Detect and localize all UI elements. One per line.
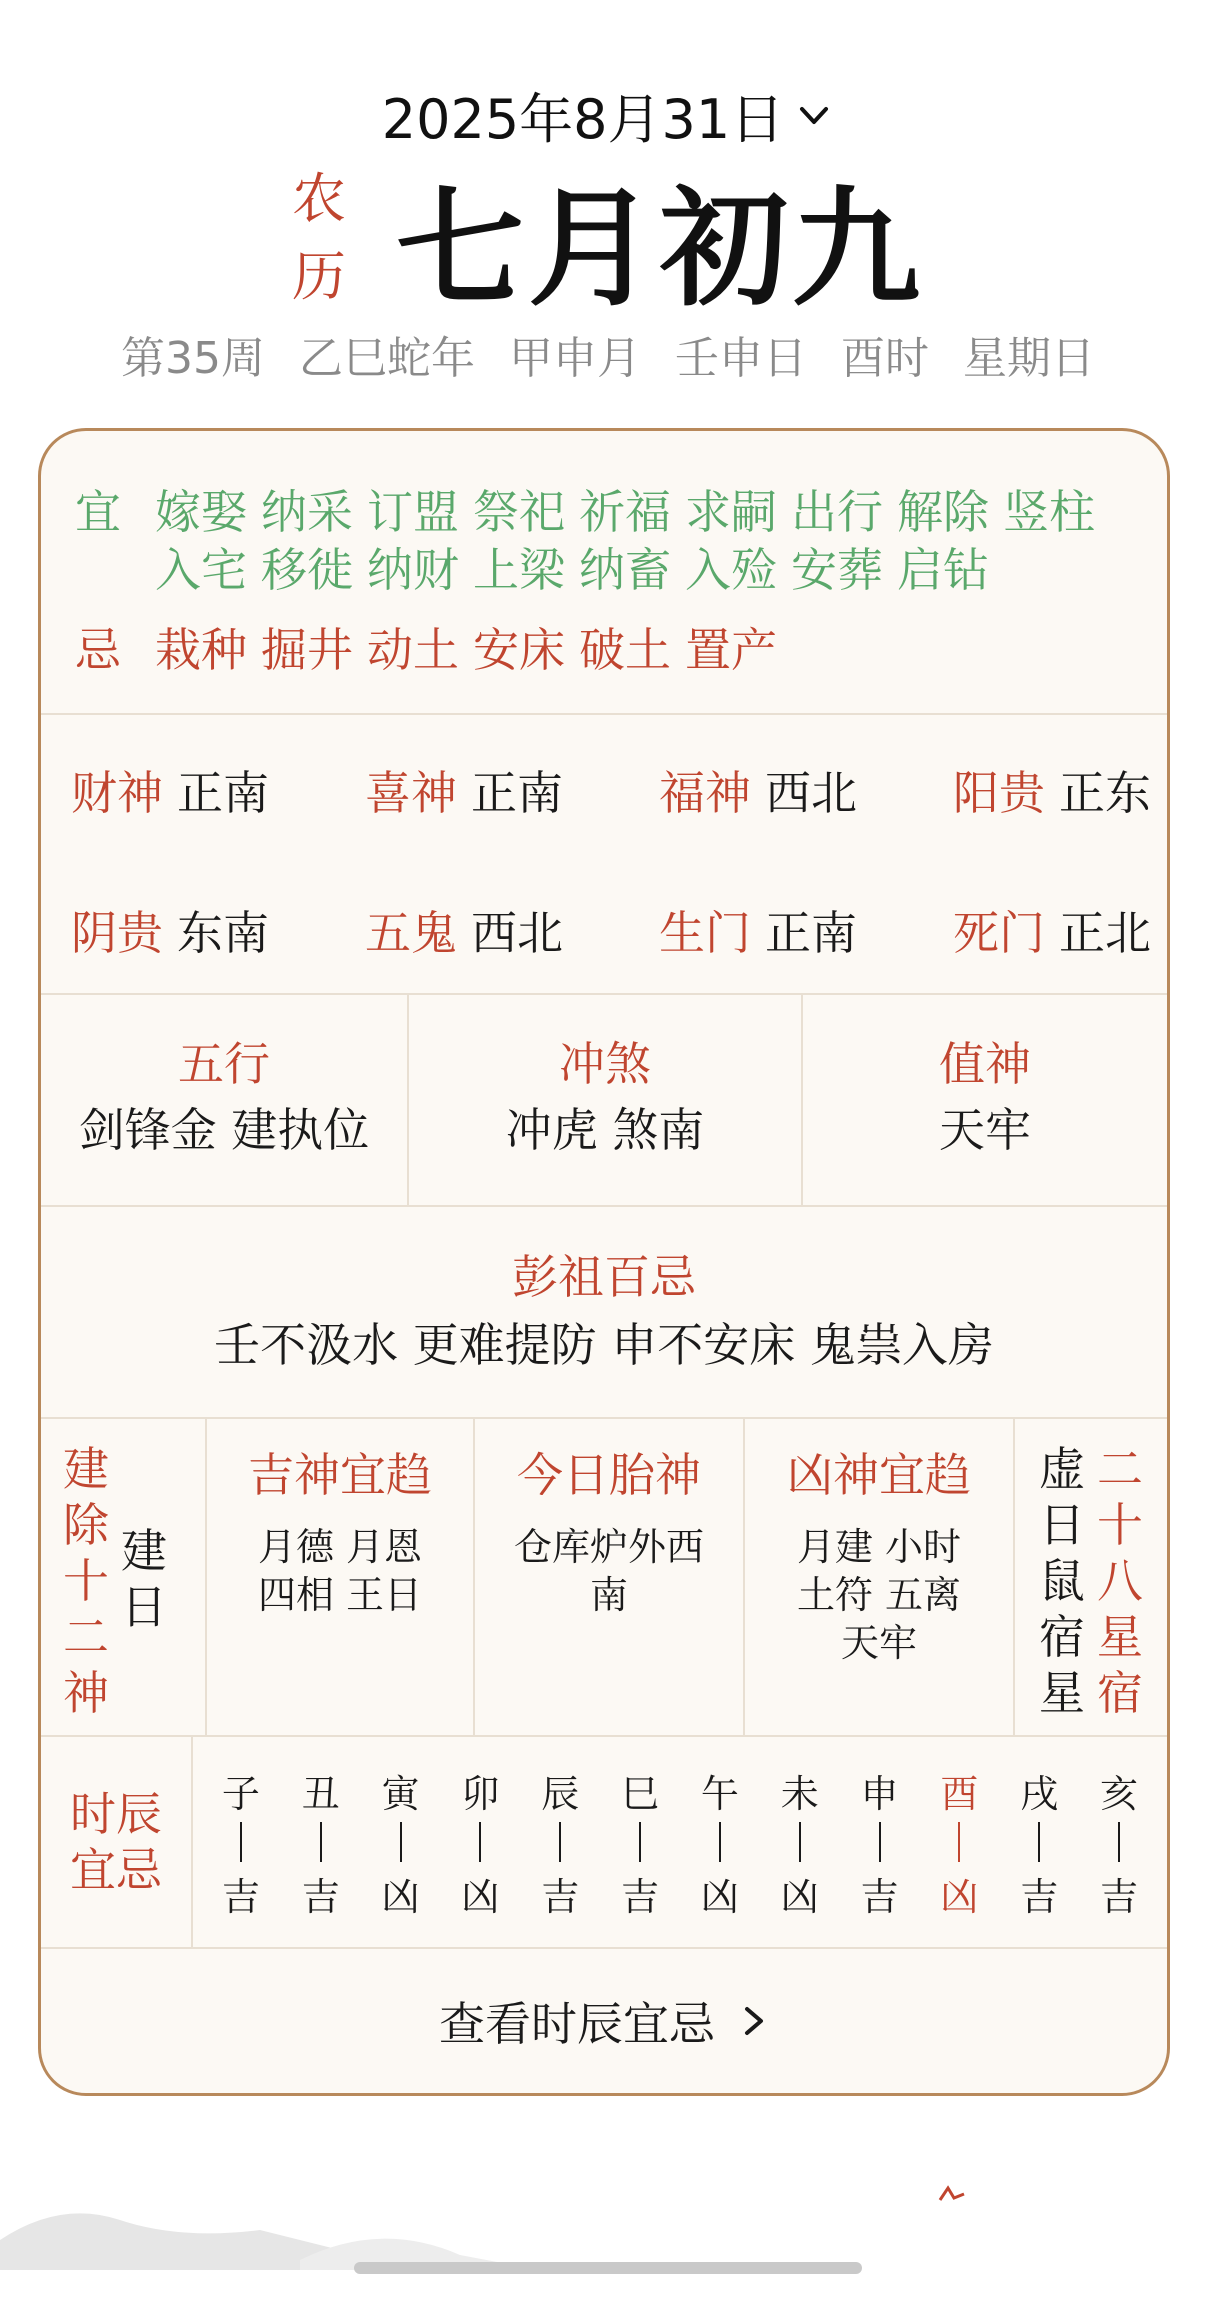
shichen-luck: 凶 (780, 1875, 819, 1919)
chongsha-title: 冲煞 (559, 1037, 651, 1091)
yi-item: 出行 (791, 485, 883, 539)
god-value: 正北 (1059, 906, 1151, 960)
god-direction-item (71, 897, 269, 963)
yi-item: 解除 (897, 485, 989, 539)
yi-item: 启钻 (897, 543, 989, 597)
jianchu-value: 建 日 (121, 1524, 167, 1634)
shichen-luck: 凶 (700, 1875, 739, 1919)
yi-item: 嫁娶 (155, 485, 247, 539)
shichen-zhi: 卯 (461, 1772, 500, 1816)
jishen-cell (207, 1419, 475, 1735)
shichen-zhi: 丑 (301, 1772, 340, 1816)
jishen-title: 吉神宜趋 (248, 1448, 432, 1502)
ji-item: 置产 (685, 623, 777, 677)
zhishen-cell (803, 995, 1167, 1205)
jishen-values: 月德 月恩 四相 王日 (257, 1525, 423, 1617)
shichen-luck: 凶 (940, 1875, 979, 1919)
ji-tag: 忌 (75, 623, 121, 677)
ganzhi-month: 甲申月 (509, 333, 641, 384)
shichen-divider (400, 1822, 402, 1862)
god-direction-item (659, 897, 857, 963)
view-shichen-button[interactable] (41, 1949, 1167, 2093)
chevron-right-icon (739, 2001, 769, 2041)
shichen-luck: 吉 (860, 1875, 899, 1919)
shichen-divider (479, 1822, 481, 1862)
yi-item: 上梁 (473, 543, 565, 597)
yi-item: 求嗣 (685, 485, 777, 539)
almanac-card (38, 428, 1170, 2096)
shichen-cell (222, 1737, 260, 1947)
shichen-cell (781, 1737, 819, 1947)
yi-row (75, 483, 1115, 599)
yi-items (155, 483, 1115, 599)
yi-item: 入宅 (155, 543, 247, 597)
god-label: 财神 (71, 766, 163, 820)
date-text: 2025年8月31日 (381, 87, 785, 151)
chongsha-value: 冲虎 煞南 (505, 1103, 705, 1157)
yi-item: 祈福 (579, 485, 671, 539)
shichen-luck: 吉 (541, 1875, 580, 1919)
gods-direction-section (41, 715, 1167, 995)
shichen-cell (302, 1737, 340, 1947)
yi-item: 纳采 (261, 485, 353, 539)
yi-item: 纳畜 (579, 543, 671, 597)
shichen-cell (541, 1737, 579, 1947)
shichen-zhi: 子 (221, 1772, 260, 1816)
ji-row (75, 621, 1115, 679)
ganzhi-day: 壬申日 (675, 333, 807, 384)
shichen-cell (701, 1737, 739, 1947)
yi-item: 竖柱 (1003, 485, 1095, 539)
shichen-cell (1020, 1737, 1058, 1947)
shichen-luck: 吉 (301, 1875, 340, 1919)
ganzhi-year: 乙巳蛇年 (299, 333, 475, 384)
taishen-title: 今日胎神 (517, 1448, 701, 1502)
zhishen-value: 天牢 (939, 1103, 1031, 1157)
god-value: 东南 (177, 906, 269, 960)
pengzu-title: 彭祖百忌 (512, 1250, 696, 1304)
wuxing-title: 五行 (178, 1037, 270, 1091)
shichen-divider (639, 1822, 641, 1862)
gods-grid (41, 715, 1167, 995)
three-column-section (41, 995, 1167, 1207)
shichen-cell (461, 1737, 499, 1947)
yi-item: 移徙 (261, 543, 353, 597)
shichen-zhi: 申 (860, 1772, 899, 1816)
mountain-decoration (0, 2160, 1216, 2270)
yi-item: 订盟 (367, 485, 459, 539)
pengzu-value: 壬不汲水 更难提防 申不安床 鬼祟入房 (214, 1318, 994, 1372)
god-direction-item (365, 757, 563, 823)
xiu-cell (1015, 1419, 1167, 1735)
ji-item: 安床 (473, 623, 565, 677)
shichen-luck: 吉 (621, 1875, 660, 1919)
god-label: 死门 (953, 906, 1045, 960)
god-value: 正东 (1059, 766, 1151, 820)
shichen-luck: 凶 (381, 1875, 420, 1919)
lunar-day: 七月初九 (395, 175, 924, 324)
shichen-cell (382, 1737, 420, 1947)
shichen-zhi: 辰 (541, 1772, 580, 1816)
yi-item: 安葬 (791, 543, 883, 597)
home-indicator[interactable] (354, 2262, 862, 2274)
xiu-label: 二 十 八 星 宿 (1097, 1442, 1143, 1720)
god-label: 福神 (659, 766, 751, 820)
jianchu-cell (41, 1419, 207, 1735)
shichen-zhi: 未 (780, 1772, 819, 1816)
shichen-divider (1118, 1822, 1120, 1862)
lunar-tag: 农 历 (291, 167, 346, 308)
lunar-date (0, 158, 1216, 324)
shichen-cell (1100, 1737, 1138, 1947)
shichen-luck: 吉 (1100, 1875, 1139, 1919)
shichen-zhi: 酉 (940, 1772, 979, 1816)
taishen-cell (475, 1419, 745, 1735)
shichen-zhi: 戌 (1020, 1772, 1059, 1816)
yi-tag: 宜 (75, 485, 121, 539)
ji-items (155, 621, 1115, 679)
shichen-cells (193, 1737, 1167, 1947)
god-value: 正南 (471, 766, 563, 820)
god-label: 五鬼 (365, 906, 457, 960)
shichen-luck: 凶 (461, 1875, 500, 1919)
shichen-zhi: 寅 (381, 1772, 420, 1816)
god-label: 阴贵 (71, 906, 163, 960)
shichen-zhi: 午 (700, 1772, 739, 1816)
god-label: 阳贵 (953, 766, 1045, 820)
god-value: 正南 (177, 766, 269, 820)
shichen-divider (958, 1822, 960, 1862)
shichen-divider (240, 1822, 242, 1862)
shichen-luck: 吉 (221, 1875, 260, 1919)
god-direction-item (659, 757, 857, 823)
yi-ji-section (41, 431, 1167, 715)
yi-item: 纳财 (367, 543, 459, 597)
shen-section (41, 1419, 1167, 1737)
shichen-divider (799, 1822, 801, 1862)
pengzu-section (41, 1207, 1167, 1419)
ji-item: 栽种 (155, 623, 247, 677)
shichen-zhi: 巳 (621, 1772, 660, 1816)
god-direction-item (953, 757, 1151, 823)
week-number: 第35周 (121, 333, 265, 384)
god-value: 西北 (765, 766, 857, 820)
shichen-luck: 吉 (1020, 1875, 1059, 1919)
jianchu-label: 建 除 十 二 神 (63, 1442, 109, 1720)
date-details (0, 322, 1216, 386)
view-shichen-label: 查看时辰宜忌 (439, 1997, 715, 2051)
shichen-divider (719, 1822, 721, 1862)
shichen-divider (879, 1822, 881, 1862)
god-direction-item (71, 757, 269, 823)
ji-item: 动土 (367, 623, 459, 677)
weekday: 星期日 (963, 333, 1095, 384)
xiu-value: 虚 日 鼠 宿 星 (1039, 1442, 1085, 1720)
god-direction-item (953, 897, 1151, 963)
god-label: 生门 (659, 906, 751, 960)
shichen-divider (320, 1822, 322, 1862)
god-label: 喜神 (365, 766, 457, 820)
yi-item: 入殓 (685, 543, 777, 597)
ji-item: 破土 (579, 623, 671, 677)
xiongshen-title: 凶神宜趋 (787, 1448, 971, 1502)
xiongshen-values: 月建 小时 土符 五离 天牢 (796, 1525, 962, 1665)
shichen-label: 时辰 宜忌 (41, 1737, 193, 1947)
shichen-divider (559, 1822, 561, 1862)
god-direction-item (365, 897, 563, 963)
shichen-divider (1038, 1822, 1040, 1862)
zhishen-title: 值神 (939, 1037, 1031, 1091)
taishen-values: 仓库炉外西 南 (513, 1525, 704, 1617)
shichen-cell (861, 1737, 899, 1947)
wuxing-value: 剑锋金 建执位 (78, 1103, 370, 1157)
shichen-cell (940, 1737, 978, 1947)
god-value: 正南 (765, 906, 857, 960)
shichen-zhi: 亥 (1100, 1772, 1139, 1816)
ganzhi-hour: 酉时 (841, 333, 929, 384)
shichen-section (41, 1737, 1167, 1949)
god-value: 西北 (471, 906, 563, 960)
yi-item: 祭祀 (473, 485, 565, 539)
chongsha-cell (409, 995, 803, 1205)
wuxing-cell (41, 995, 409, 1205)
shichen-cell (621, 1737, 659, 1947)
chevron-down-icon (794, 95, 834, 135)
xiongshen-cell (745, 1419, 1015, 1735)
date-selector[interactable] (0, 75, 1216, 155)
ji-item: 掘井 (261, 623, 353, 677)
